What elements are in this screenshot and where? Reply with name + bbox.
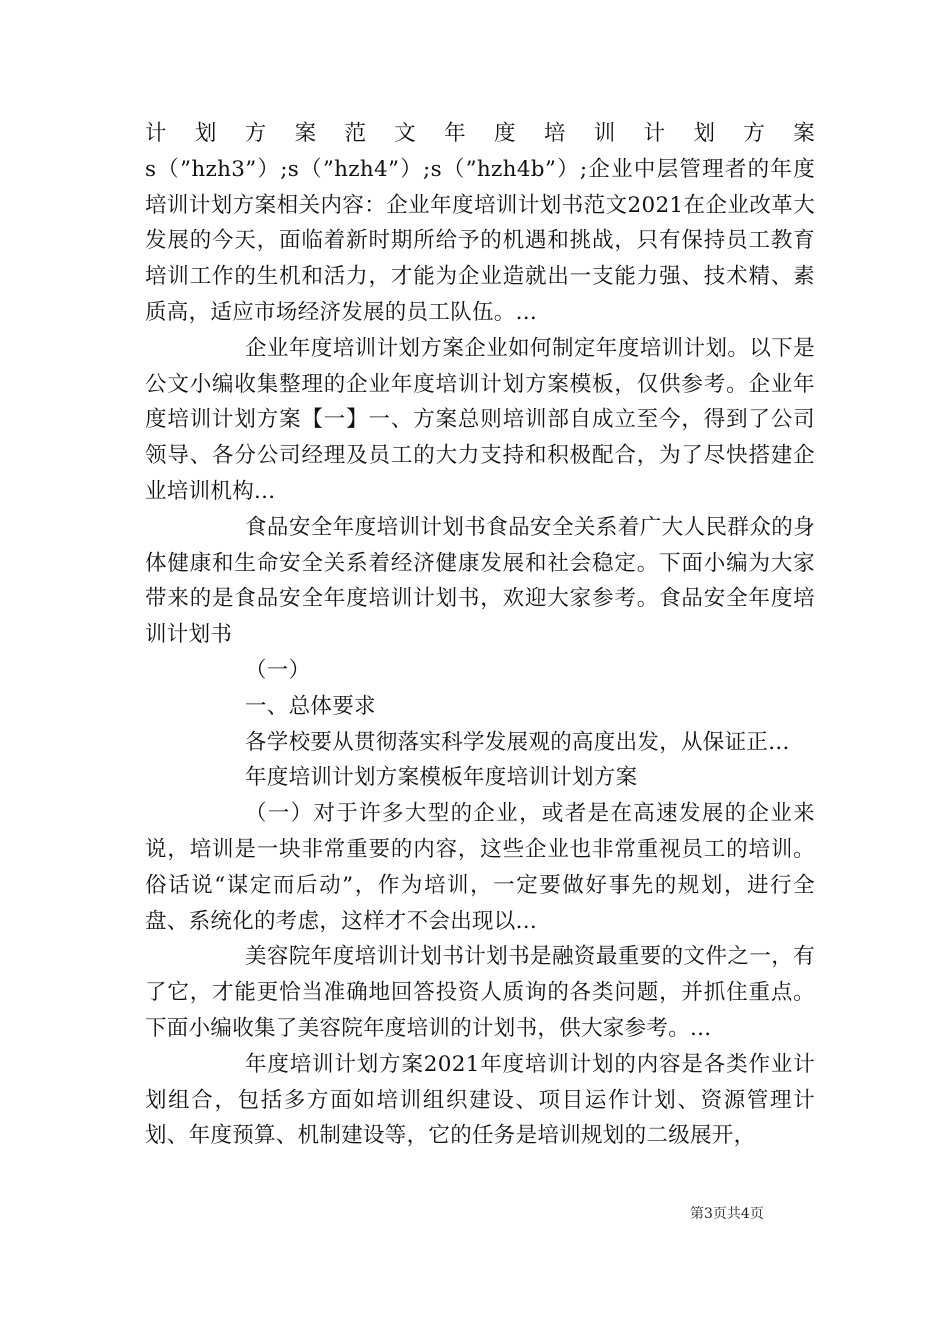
document-body [145,116,815,1154]
paragraph-intro: s（”hzh3”）;s（”hzh4”）;s（”hzh4b”）;企业中层管理者的年度培训计划方案相关内容：企业年度培训计划书范文2021在企业改革大发展的今天，面临着新时期所给予的机遇和挑战，只有保持员工教育培训工作的生机和活力，才能为企业造就出一支能力强、技术精、素质高，适应市场经济发展的员工队伍。... [145,156,815,325]
paragraph-general-requirements: 一、总体要求 [245,693,376,719]
paragraph-template-title: 年度培训计划方案模板年度培训计划方案 [245,765,638,791]
paragraph-beauty-salon: 美容院年度培训计划书计划书是融资最重要的文件之一，有了它，才能更恰当准确地回答投资人质询的各类问题，并抓住重点。下面小编收集了美容院年度培训的计划书，供大家参考。... [145,944,815,1041]
paragraph-schools: 各学校要从贯彻落实科学发展观的高度出发，从保证正... [245,729,790,755]
paragraph-heading-line: 计 划 方 案 范 文 年 度 培 训 计 划 方 案 [145,121,815,146]
paragraph-large-enterprises: （一）对于许多大型的企业，或者是在高速发展的企业来说，培训是一块非常重要的内容，这些企业也非常重视员工的培训。俗话说“谋定而后动”，作为培训，一定要做好事先的规划，进行全盘、系统化的考虑，这样才不会出现以... [145,801,815,934]
paragraph-annual-plan-2021: 年度培训计划方案2021年度培训计划的内容是各类作业计划组合，包括多方面如培训组织建设、项目运作计划、资源管理计划、年度预算、机制建设等，它的任务是培训规划的二级展开， [145,1051,815,1149]
paragraph-food-safety: 食品安全年度培训计划书食品安全关系着广大人民群众的身体健康和生命安全关系着经济健康发展和社会稳定。下面小编为大家带来的是食品安全年度培训计划书，欢迎大家参考。食品安全年度培训计划书 [145,514,815,648]
paragraph-enterprise-plan: 企业年度培训计划方案企业如何制定年度培训计划。以下是公文小编收集整理的企业年度培训计划方案模板，仅供参考。企业年度培训计划方案【一】一、方案总则培训部自成立至今，得到了公司领导、各分公司经理及员工的大力支持和积极配合，为了尽快搭建企业培训机构... [145,335,815,504]
paragraph-section-one: （一） [245,657,311,683]
page-number-footer: 第3页共4页 [690,1206,764,1222]
